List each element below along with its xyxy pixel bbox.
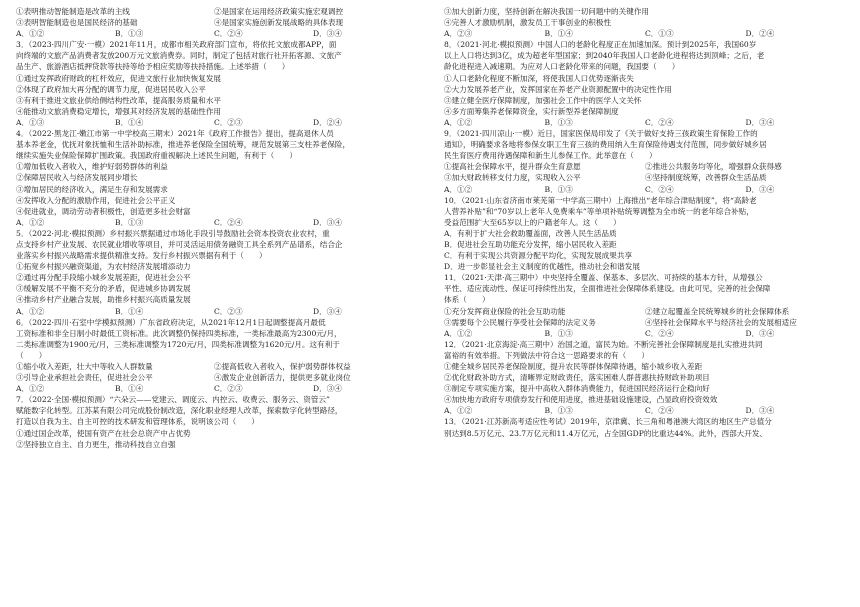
- answer-choice: C．②③: [214, 306, 243, 316]
- statement-option: ④坚持制度统筹，改善群众生活品质: [645, 173, 767, 183]
- text-line: 品生产、旅游酒店抵押贷款等扶持等给予相应奖励等扶持措施。上述举措（ ）: [16, 62, 290, 72]
- text-line: 业落实乡村振兴战略需求提供精准支持。发行乡村振兴票据有利于（ ）: [16, 251, 267, 261]
- option-pair-row: [444, 161, 846, 172]
- answer-choice: B．①③: [544, 117, 573, 127]
- text-line: 继续实施失业保险保障扩围政策。我国政府重视解决上述民生问题，有利于（ ）: [16, 151, 297, 161]
- text-line: ①通过国企改革，使国有资产在社会总资产中占优势: [16, 428, 191, 438]
- answer-choice: D．③④: [745, 117, 775, 127]
- option-pair-row: [16, 361, 412, 372]
- text-line: 受益范围扩大至65岁以上的户籍老年人。这（ ）: [444, 217, 621, 227]
- right-column: [444, 6, 846, 439]
- option-pair-row: [16, 17, 412, 28]
- text-line: B．促进社会互助功能充分发挥，缩小居民收入差距: [444, 239, 617, 249]
- answer-choice: B．①③: [544, 184, 573, 194]
- option-pair-row: [444, 306, 846, 317]
- statement-option: ②是国家在运用经济政策实施宏观调控: [214, 7, 344, 16]
- answer-choice: D．②④: [313, 117, 342, 127]
- text-line: 5．（2022·河北·模拟预测）乡村振兴票据通过市场化手段引导鼓励社会资本投资农业农村，重: [16, 228, 330, 238]
- answer-choice: A．①②: [16, 217, 45, 227]
- text-line: 富裕的有效举措。下列做法中符合这一思路要求的有（ ）: [444, 350, 650, 360]
- text-line: 工资标准和非全日制小时最低工资标准。此次调整仍保持四类标准，一类标准最高为2300元/月，: [16, 328, 342, 338]
- statement-option: ①提高社会保障水平，提升群众生育意愿: [444, 162, 581, 172]
- text-line: 通知》，明确要求各地将参保女职工生育三孩的费用纳入生育保险待遇支付范围，同步做好城乡居: [444, 140, 767, 150]
- statement-option: ③引导企业承担社会责任，促进社会公平: [16, 373, 153, 383]
- statement-option: ③需要每个公民履行享受社会保障的法定义务: [444, 317, 596, 327]
- text-line: ④发挥收入分配的激励作用，促进社会公平正义: [16, 195, 176, 205]
- text-line: ②通过再分配手段缩小城乡发展差距，促进社会公平: [16, 273, 191, 283]
- statement-option: ②提高低收入者收入，保护弱势群体权益: [214, 362, 351, 371]
- answer-choice: B．①④: [544, 29, 573, 39]
- statement-option: ①缩小收入差距，壮大中等收入人群数量: [16, 362, 153, 371]
- answer-choice: A．①②: [444, 184, 473, 194]
- text-line: 11．（2021·天津·高三期中）中央坚持全覆盖、保基本、多层次、可持续的基本方针，从增强公: [444, 273, 763, 283]
- statement-option: ④坚持社会保障水平与经济社会的发展相适应: [645, 317, 797, 327]
- text-line: ④完善人才激励机制，激发员工干事创业的积极性: [444, 18, 612, 28]
- text-line: ②体现了政府加大再分配的调节力度，促进居民收入公平: [16, 84, 206, 94]
- answer-choice: D．③④: [313, 306, 342, 316]
- answer-choices-row: [444, 28, 846, 39]
- text-line: ③增加居民的经济收入，满足生存和发展需求: [16, 184, 168, 194]
- text-line: 打造以自我为主、自主可控的技术研发和管理体系，说明该公司（ ）: [16, 417, 259, 427]
- left-column: [16, 6, 412, 450]
- statement-option: ③表明智能制造也是国民经济的基础: [16, 18, 138, 28]
- text-line: ④推动乡村产业融合发展，助推乡村振兴高质量发展: [16, 295, 191, 305]
- answer-choice: C．②④: [214, 29, 243, 39]
- option-pair-row: [16, 6, 412, 17]
- text-line: 别达到8.5万亿元、23.7万亿元和11.4万亿元，占全国GDP的比重达44%。此外，西部大开发、: [444, 428, 768, 438]
- answer-choices-row: [16, 306, 412, 317]
- answer-choice: D．③④: [745, 406, 775, 416]
- answer-choices-row: [444, 117, 846, 128]
- answer-choice: B．①④: [115, 117, 144, 127]
- answer-choices-row: [444, 405, 846, 416]
- text-line: ①拓宽乡村振兴融资渠道，为农村经济发展增添动力: [16, 262, 191, 272]
- text-line: 体系（ ）: [444, 295, 490, 305]
- answer-choice: A．①②: [444, 328, 473, 338]
- text-line: ③有利于推进文旅业供给侧结构性改革，提高服务质量和水平: [16, 95, 222, 105]
- answer-choice: A．①②: [16, 384, 45, 394]
- answer-choice: A．①②: [16, 29, 45, 39]
- text-line: A．有利于扩大社会救助覆盖面，改善人民生活品质: [444, 228, 617, 238]
- text-line: 平性、适应流动性、保证可持续性出发，全面推进社会保障体系建设。由此可见，完善的社会保障: [444, 284, 771, 294]
- option-pair-row: [444, 317, 846, 328]
- text-line: 基本养老金，优抚对象抚恤和生活补助标准，推进养老保险全国统筹，规范发展第三支柱养老保险，: [16, 140, 351, 150]
- answer-choice: B．①③: [544, 406, 573, 416]
- statement-option: ②推进公共服务均等化，增强群众获得感: [645, 162, 782, 172]
- text-line: ①通过发挥政府财政的杠杆效应，促进文旅行业加快恢复发展: [16, 73, 222, 83]
- option-pair-row: [16, 372, 412, 383]
- text-line: ④多方面筹集养老保障资金，实行新型养老保障制度: [444, 106, 619, 116]
- text-line: 以上人口将达到3亿，成为超老年型国家；到2040年我国人口老龄化进程将达到顶峰；之后，老: [444, 51, 765, 61]
- text-line: ②坚持独立自主、自力更生，推动科技自立自强: [16, 439, 176, 449]
- answer-choice: C．①③: [645, 29, 674, 39]
- text-line: 人营养补贴”和“70岁以上老年人免费乘车”等单项补贴统筹调整为全市统一的老年综合补贴，: [444, 206, 754, 216]
- statement-option: ①表明推动智能制造是改革的主线: [16, 7, 130, 16]
- answer-choices-row: [16, 383, 412, 394]
- text-line: 二类标准调整为1900元/月，三类标准调整为1720元/月，四类标准调整为1620元/月。这有利于: [16, 339, 340, 349]
- answer-choices-row: [16, 217, 412, 228]
- answer-choice: A．①②: [444, 117, 473, 127]
- text-line: 民生育医疗费用待遇保障和新生儿参保工作。此举意在（ ）: [444, 151, 657, 161]
- answer-choice: C．②④: [645, 406, 674, 416]
- text-line: 赋能数字化转型。江苏某有限公司完成股份制改造，深化职业经理人改革，探索数字化转型路径，: [16, 406, 343, 416]
- text-line: 8．（2021·河北·模拟预测）中国人口的老龄化程度正在加速加深。预计到2025年，我国60岁: [444, 40, 757, 50]
- text-line: 龄化进程进入减速期。为应对人口老龄化带来的问题，我国要（ ）: [444, 62, 680, 72]
- text-line: 6．（2022·四川·石室中学模拟预测）广东省政府决定，从2021年12月1日起调整提高月最低: [16, 317, 326, 327]
- text-line: 10．（2021·山东省济南市莱芜第一中学高三期中）上海推出“老年综合津贴制度”，将“高龄老: [444, 195, 757, 205]
- answer-choice: D．③④: [745, 184, 775, 194]
- text-line: 点支持乡村产业发展、农民就业增收等项目，并可灵活运用债务融资工具全系列产品谱系，结合企: [16, 239, 343, 249]
- text-line: ③建立健全医疗保障制度，加强社会工作中的医学人文关怀: [444, 95, 642, 105]
- text-line: 12．（2021·北京海淀·高三期中）治国之道，富民为始。不断完善社会保障制度是扎实推进共同: [444, 339, 763, 349]
- text-line: 9．（2021·四川凉山·一模）近日，国家医保局印发了《关于做好支持三孩政策生育保险工作的: [444, 129, 758, 139]
- answer-choice: B．①③: [115, 29, 144, 39]
- text-line: 13．（2021·江苏新高考适应性考试）2019年，京津冀、长三角和粤港澳大湾区的地区生产总值分: [444, 417, 772, 427]
- text-line: D．进一步彰显社会主义制度的优越性，推动社会和谐发展: [444, 262, 640, 272]
- answer-choices-row: [444, 328, 846, 339]
- text-line: 7．（2022·全国·模拟预测）“六朵云——党建云、调度云、内控云、收费云、服务云、资管云”: [16, 395, 330, 405]
- answer-choice: D．②④: [745, 29, 775, 39]
- text-line: ①健全城乡居民养老保险制度，提升农民等群体保障待遇，缩小城乡收入差距: [444, 362, 703, 371]
- answer-choice: C．②④: [645, 117, 674, 127]
- answer-choice: D．③④: [313, 384, 342, 394]
- answer-choice: C．②③: [214, 384, 243, 394]
- answer-choice: C．②③: [214, 117, 243, 127]
- answer-choices-row: [444, 184, 846, 195]
- answer-choice: D．③④: [745, 328, 775, 338]
- answer-choice: C．②④: [214, 217, 243, 227]
- text-line: ④加快地方政府专项债券发行和使用进度，推进基础设施建设，凸显政府投资效效: [444, 395, 718, 405]
- statement-option: ①充分发挥商业保险的社会互助功能: [444, 306, 566, 316]
- text-line: ②优化财政补助方式，清晰界定财政责任，落实困难人群普惠扶持财政补助项目: [444, 373, 710, 383]
- text-line: ①人口老龄化程度不断加深，将使我国人口优势逐渐丧失: [444, 73, 634, 83]
- text-line: ②大力发展养老产业，发挥国家在养老产业资源配置中的决定性作用: [444, 84, 672, 94]
- answer-choice: C．②④: [645, 328, 674, 338]
- text-line: ③加大创新力度，坚持创新在解决我国一切问题中的关键作用: [444, 7, 650, 16]
- answer-choice: B．①④: [115, 384, 144, 394]
- text-line: 4．（2022·黑龙江·嫩江市第一中学校高三期末）2021年《政府工作报告》提出，提高退休人员: [16, 129, 334, 139]
- text-line: C．有利于实现公共资源分配平均化，实现发展成果共享: [444, 251, 633, 261]
- statement-option: ②建立起覆盖全民统筹城乡的社会保障体系: [645, 306, 790, 316]
- answer-choice: A．①③: [16, 117, 45, 127]
- statement-option: ③加大财政转移支付力度，实现收入公平: [444, 173, 581, 183]
- answer-choice: D．③④: [313, 217, 342, 227]
- answer-choice: D．③④: [313, 29, 342, 39]
- text-line: ③缓解发展不平衡不充分的矛盾，促进城乡协调发展: [16, 284, 191, 294]
- text-line: ②保障居民收入与经济发展同步增长: [16, 173, 138, 183]
- answer-choice: B．①④: [115, 306, 144, 316]
- option-pair-row: [444, 172, 846, 183]
- answer-choice: B．①③: [115, 217, 144, 227]
- text-line: ④促进就业，调动劳动者积极性，创造更多社会财富: [16, 206, 191, 216]
- statement-option: ④激发企业创新活力，提供更多就业岗位: [214, 373, 351, 383]
- text-line: ④能推动文旅消费稳定增长，增强其对经济发展的基础性作用: [16, 106, 222, 116]
- text-line: ③制定专项实施方案，提升中高收入群体消费能力，促进国民经济运行企稳向好: [444, 384, 710, 394]
- text-line: ①增加低收入者收入，维护好弱势群体的利益: [16, 162, 168, 172]
- text-line: （ ）: [16, 350, 47, 360]
- answer-choice: A．①②: [444, 406, 473, 416]
- answer-choice: A．②③: [444, 29, 473, 39]
- text-line: 向终端的文旅产品消费者发放200万元文旅消费券。同时，制定了包括对旅行社开拓客源、文旅产: [16, 51, 342, 61]
- answer-choices-row: [16, 117, 412, 128]
- answer-choice: B．①③: [544, 328, 573, 338]
- answer-choices-row: [16, 28, 412, 39]
- answer-choice: C．②④: [645, 184, 674, 194]
- text-line: 3．（2023·四川广安·一模）2021年11月，成都市相关政府部门宣布，将依托文旅成都APP，面: [16, 40, 337, 50]
- answer-choice: A．①②: [16, 306, 45, 316]
- statement-option: ④是国家实施创新发展战略的具体表现: [214, 18, 344, 28]
